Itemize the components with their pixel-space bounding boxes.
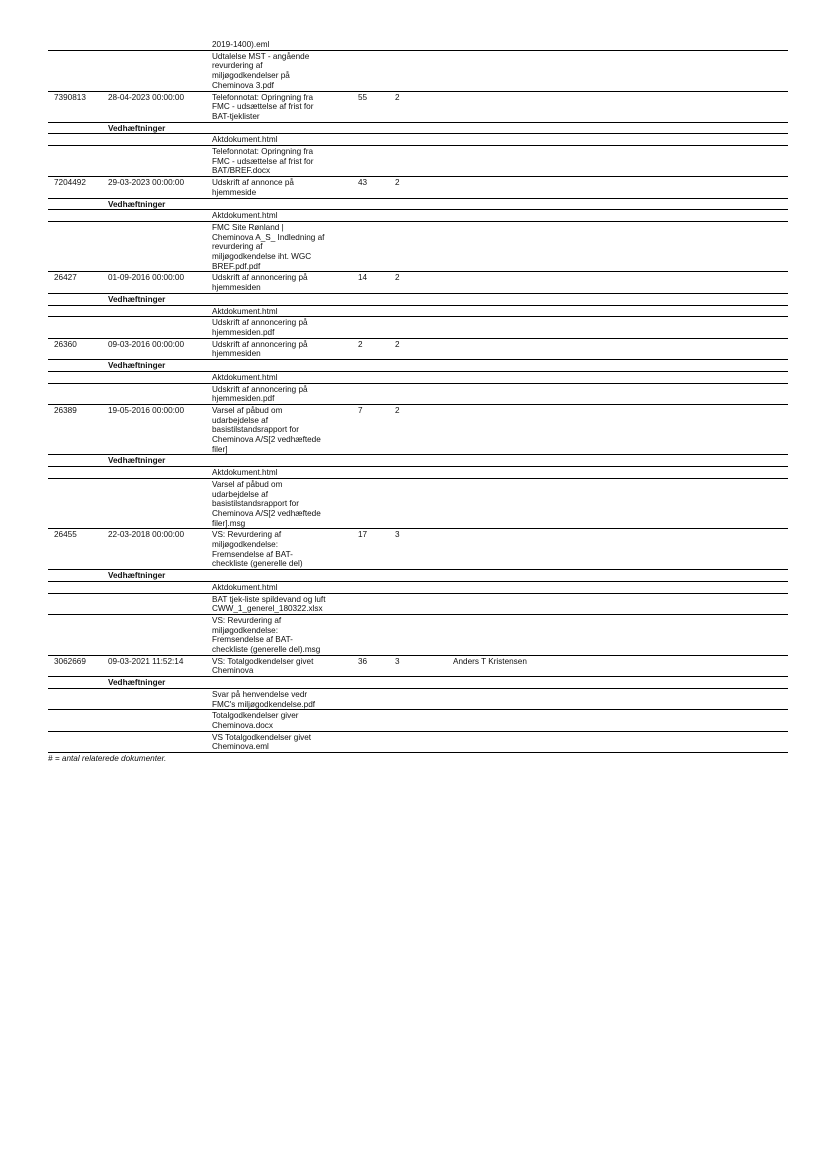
document-person-cell [447,614,788,655]
document-person-cell [447,91,788,122]
document-title-cell: Totalgodkendelser giver Cheminova.docx [206,710,352,731]
document-date-cell [102,371,206,383]
document-person-cell [447,338,788,359]
attachments-header-row [48,570,788,582]
document-id-cell [48,293,102,305]
document-id-cell [48,677,102,689]
document-type-cell [389,210,447,222]
table-row [48,655,788,676]
document-type-cell [389,593,447,614]
document-date-cell [102,39,206,50]
document-type-cell [389,317,447,338]
document-id-cell [48,221,102,272]
document-id-cell [48,198,102,210]
document-type-cell: 2 [389,338,447,359]
document-date-cell [102,210,206,222]
document-title-cell: Telefonnotat: Opringning fra FMC - udsættelse af frist for BAT/BREF.docx [206,146,352,177]
document-count-cell [352,210,389,222]
document-date-cell [102,710,206,731]
attachments-header-row [48,677,788,689]
document-person-cell [447,272,788,293]
document-title-cell: Udskrift af annonce på hjemmeside [206,177,352,198]
table-row [48,146,788,177]
attachments-label: Vedhæftninger [102,455,206,467]
document-id-cell [48,614,102,655]
document-date-cell: 01-09-2016 00:00:00 [102,272,206,293]
document-person-cell [447,677,788,689]
document-date-cell [102,593,206,614]
document-type-cell [389,677,447,689]
document-id-cell [48,688,102,709]
document-id-cell [48,50,102,91]
table-row [48,371,788,383]
footnote: # = antal relaterede dokumenter. [48,754,167,764]
document-title-cell: Aktdokument.html [206,305,352,317]
document-person-cell [447,404,788,455]
document-title-cell: VS: Revurdering af miljøgodkendelse: Fremsendelse af BAT- checkliste (generelle del) [206,529,352,570]
document-count-cell: 2 [352,338,389,359]
document-title-cell [206,677,352,689]
document-type-cell [389,134,447,146]
document-type-cell [389,570,447,582]
document-id-cell [48,371,102,383]
document-id-cell: 7204492 [48,177,102,198]
document-type-cell [389,710,447,731]
table-row [48,529,788,570]
document-count-cell [352,710,389,731]
document-title-cell: Udskrift af annoncering på hjemmesiden [206,338,352,359]
document-type-cell: 2 [389,91,447,122]
document-type-cell [389,360,447,372]
document-type-cell [389,581,447,593]
document-count-cell [352,731,389,752]
document-type-cell [389,371,447,383]
document-id-cell [48,122,102,134]
table-row [48,383,788,404]
document-count-cell [352,221,389,272]
document-date-cell [102,221,206,272]
document-title-cell: VS Totalgodkendelser givet Cheminova.eml [206,731,352,752]
table-row [48,581,788,593]
table-row [48,338,788,359]
document-person-cell [447,581,788,593]
table-row [48,710,788,731]
table-row [48,305,788,317]
document-id-cell: 26427 [48,272,102,293]
document-count-cell [352,455,389,467]
document-type-cell [389,122,447,134]
document-type-cell [389,688,447,709]
document-person-cell [447,360,788,372]
document-count-cell [352,570,389,582]
document-id-cell: 26389 [48,404,102,455]
document-count-cell [352,614,389,655]
document-type-cell [389,731,447,752]
document-type-cell [389,221,447,272]
document-type-cell [389,478,447,529]
document-id-cell [48,305,102,317]
document-id-cell: 7390813 [48,91,102,122]
document-id-cell [48,570,102,582]
document-person-cell: Anders T Kristensen [447,655,788,676]
document-title-cell: Udtalelse MST - angående revurdering af miljøgodkendelser på Cheminova 3.pdf [206,50,352,91]
table-row [48,688,788,709]
document-count-cell [352,467,389,479]
document-date-cell [102,614,206,655]
document-title-cell: Aktdokument.html [206,371,352,383]
document-count-cell [352,146,389,177]
document-person-cell [447,50,788,91]
document-date-cell [102,467,206,479]
document-date-cell [102,731,206,752]
document-person-cell [447,570,788,582]
document-person-cell [447,371,788,383]
document-type-cell [389,198,447,210]
document-title-cell [206,360,352,372]
document-title-cell [206,293,352,305]
document-count-cell: 7 [352,404,389,455]
document-person-cell [447,455,788,467]
document-title-cell: Varsel af påbud om udarbejdelse af basistilstandsrapport for Cheminova A/S[2 vedhæftede filer] [206,404,352,455]
table-row [48,317,788,338]
table-row [48,272,788,293]
attachments-header-row [48,455,788,467]
attachments-label: Vedhæftninger [102,198,206,210]
document-count-cell [352,317,389,338]
document-type-cell [389,39,447,50]
document-date-cell: 09-03-2021 11:52:14 [102,655,206,676]
document-date-cell [102,581,206,593]
document-date-cell: 22-03-2018 00:00:00 [102,529,206,570]
document-count-cell [352,50,389,91]
document-id-cell [48,478,102,529]
document-id-cell [48,593,102,614]
document-title-cell: Aktdokument.html [206,581,352,593]
document-date-cell: 29-03-2023 00:00:00 [102,177,206,198]
document-person-cell [447,221,788,272]
document-id-cell [48,360,102,372]
table-row [48,177,788,198]
document-person-cell [447,529,788,570]
table-row [48,91,788,122]
document-id-cell: 26360 [48,338,102,359]
document-count-cell [352,383,389,404]
table-row [48,39,788,50]
table-row [48,467,788,479]
document-type-cell [389,293,447,305]
document-date-cell [102,688,206,709]
attachments-label: Vedhæftninger [102,570,206,582]
document-type-cell: 2 [389,404,447,455]
attachments-header-row [48,198,788,210]
attachments-label: Vedhæftninger [102,293,206,305]
document-person-cell [447,39,788,50]
document-id-cell [48,467,102,479]
document-count-cell [352,122,389,134]
document-title-cell [206,570,352,582]
document-count-cell: 55 [352,91,389,122]
document-type-cell [389,455,447,467]
document-person-cell [447,198,788,210]
document-id-cell [48,455,102,467]
document-count-cell: 36 [352,655,389,676]
document-person-cell [447,688,788,709]
document-type-cell: 2 [389,272,447,293]
documents-table [48,39,788,753]
document-id-cell [48,383,102,404]
document-count-cell [352,688,389,709]
documents-table-body [48,39,788,753]
document-title-cell: Aktdokument.html [206,467,352,479]
attachments-header-row [48,293,788,305]
document-id-cell [48,710,102,731]
document-count-cell [352,478,389,529]
document-count-cell: 17 [352,529,389,570]
document-date-cell [102,146,206,177]
document-person-cell [447,177,788,198]
table-row [48,50,788,91]
document-count-cell [352,39,389,50]
document-count-cell [352,593,389,614]
document-count-cell [352,293,389,305]
document-id-cell [48,731,102,752]
document-id-cell [48,146,102,177]
document-date-cell [102,317,206,338]
table-row [48,478,788,529]
document-person-cell [447,710,788,731]
document-type-cell [389,50,447,91]
attachments-header-row [48,122,788,134]
document-count-cell [352,134,389,146]
document-listing [48,39,788,764]
document-person-cell [447,210,788,222]
document-type-cell [389,146,447,177]
document-person-cell [447,317,788,338]
document-date-cell: 09-03-2016 00:00:00 [102,338,206,359]
document-title-cell: Udskrift af annoncering på hjemmesiden.pdf [206,383,352,404]
document-date-cell [102,134,206,146]
document-count-cell [352,371,389,383]
document-person-cell [447,134,788,146]
document-person-cell [447,122,788,134]
document-person-cell [447,293,788,305]
document-id-cell [48,39,102,50]
document-title-cell: FMC Site Rønland | Cheminova A_S_ Indledning af revurdering af miljøgodkendelse iht. WGC BREF.pdf.pdf [206,221,352,272]
document-date-cell [102,478,206,529]
table-row [48,134,788,146]
document-title-cell: 2019-1400).eml [212,40,270,49]
document-title-cell: Varsel af påbud om udarbejdelse af basistilstandsrapport for Cheminova A/S[2 vedhæftede filer].msg [206,478,352,529]
document-title-cell [206,122,352,134]
document-person-cell [447,467,788,479]
document-id-cell [48,210,102,222]
document-person-cell [447,478,788,529]
document-date-cell [102,50,206,91]
document-person-cell [447,383,788,404]
table-row [48,731,788,752]
document-title-cell: Telefonnotat: Opringning fra FMC - udsættelse af frist for BAT-tjeklister [206,91,352,122]
document-id-cell: 3062669 [48,655,102,676]
document-count-cell [352,581,389,593]
document-person-cell [447,146,788,177]
document-date-cell: 28-04-2023 00:00:00 [102,91,206,122]
document-count-cell: 14 [352,272,389,293]
document-type-cell [389,383,447,404]
document-count-cell [352,677,389,689]
table-row [48,404,788,455]
attachments-label: Vedhæftninger [102,677,206,689]
document-type-cell: 3 [389,655,447,676]
attachments-label: Vedhæftninger [102,122,206,134]
table-row [48,221,788,272]
document-title-cell: Svar på henvendelse vedr FMC's miljøgodkendelse.pdf [206,688,352,709]
document-id-cell [48,317,102,338]
document-date-cell: 19-05-2016 00:00:00 [102,404,206,455]
document-count-cell [352,305,389,317]
document-type-cell: 3 [389,529,447,570]
document-title-cell: BAT tjek-liste spildevand og luft CWW_1_generel_180322.xlsx [206,593,352,614]
document-person-cell [447,593,788,614]
document-title-cell: Aktdokument.html [206,134,352,146]
table-row [48,614,788,655]
document-count-cell [352,360,389,372]
table-row [48,593,788,614]
document-title-cell [206,198,352,210]
document-type-cell: 2 [389,177,447,198]
document-title-cell: VS: Totalgodkendelser givet Cheminova [206,655,352,676]
attachments-header-row [48,360,788,372]
document-id-cell [48,134,102,146]
document-title-cell: VS: Revurdering af miljøgodkendelse: Fremsendelse af BAT- checkliste (generelle del).msg [206,614,352,655]
attachments-label: Vedhæftninger [102,360,206,372]
document-id-cell [48,581,102,593]
document-title-cell [206,455,352,467]
document-person-cell [447,731,788,752]
document-type-cell [389,305,447,317]
document-type-cell [389,467,447,479]
document-title-cell: Udskrift af annoncering på hjemmesiden.pdf [206,317,352,338]
document-title-cell: Aktdokument.html [206,210,352,222]
document-date-cell [102,383,206,404]
document-date-cell [102,305,206,317]
document-id-cell: 26455 [48,529,102,570]
document-count-cell [352,198,389,210]
document-type-cell [389,614,447,655]
document-title-cell: Udskrift af annoncering på hjemmesiden [206,272,352,293]
document-person-cell [447,305,788,317]
document-count-cell: 43 [352,177,389,198]
table-row [48,210,788,222]
